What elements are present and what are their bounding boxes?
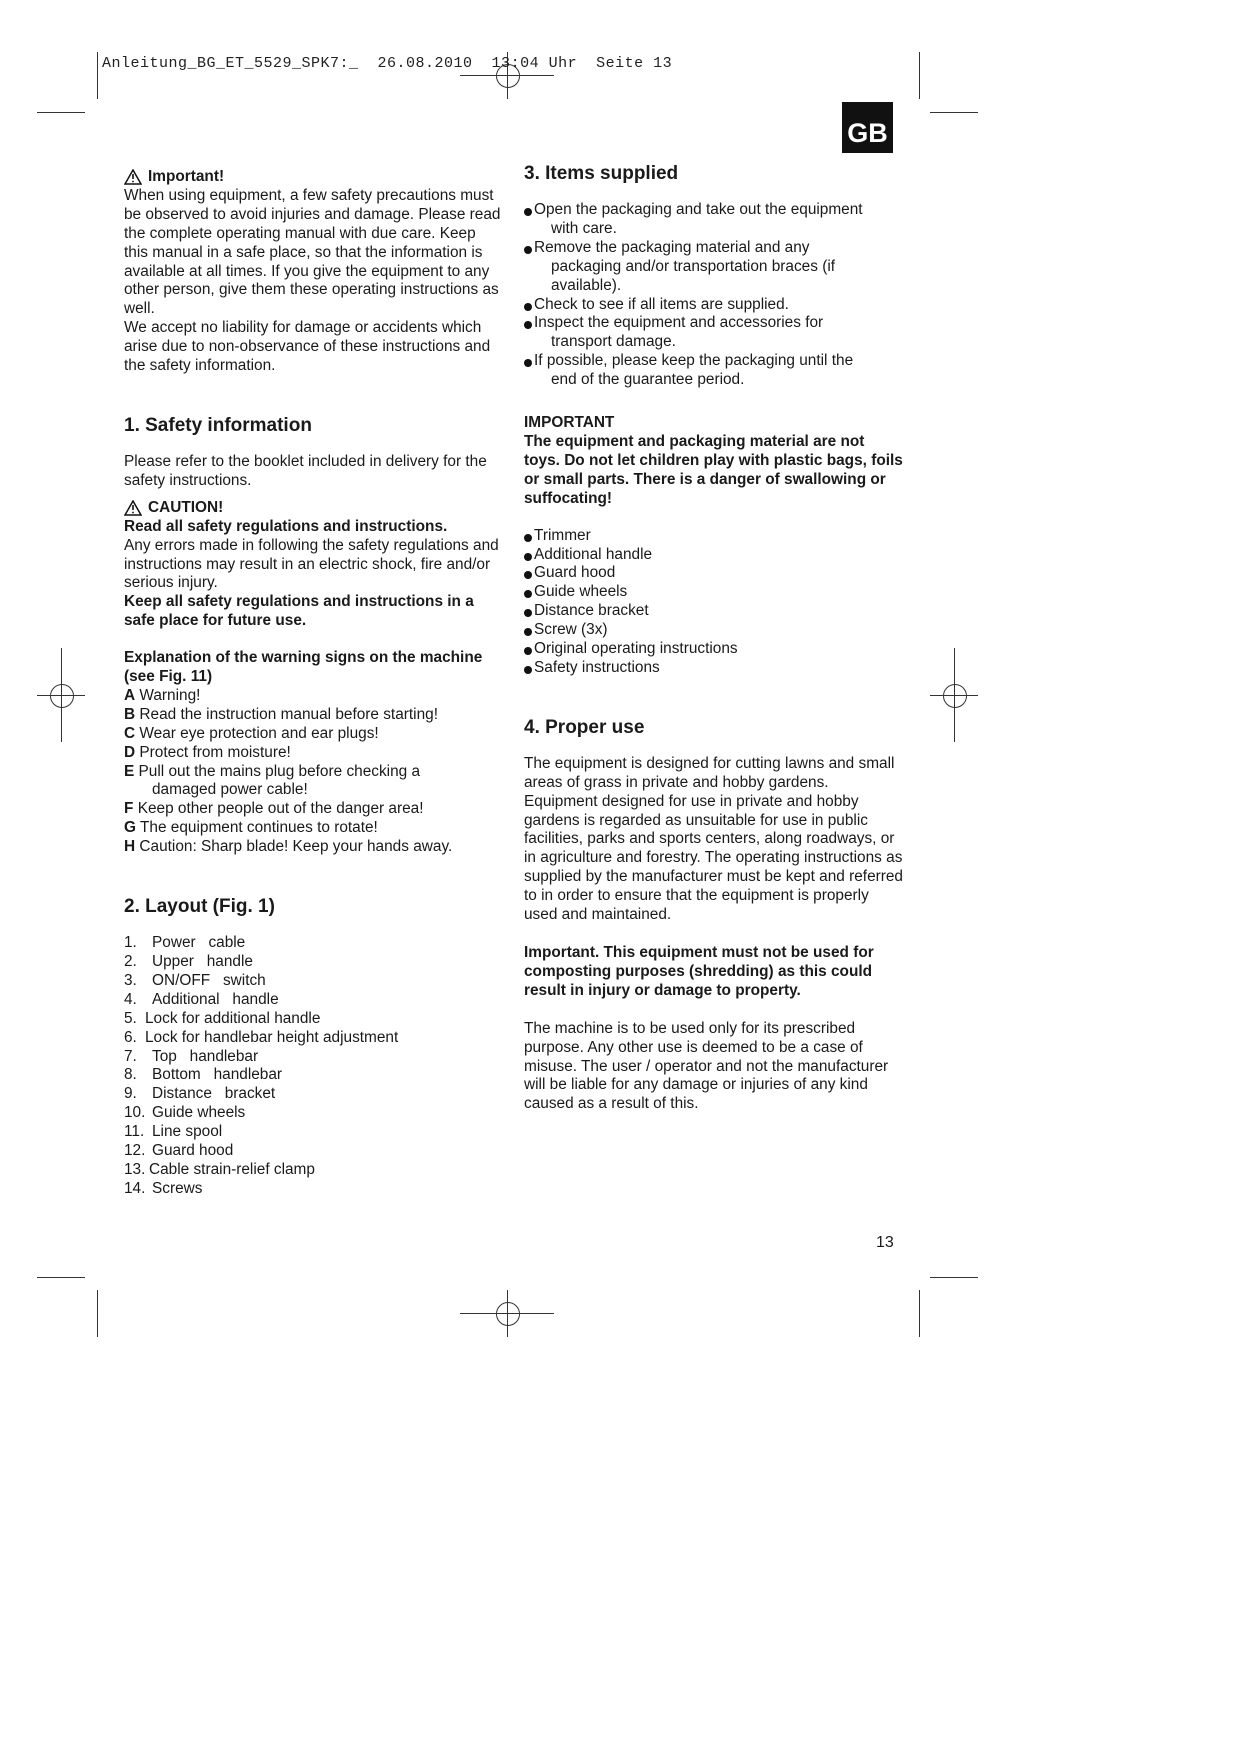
crop-mark — [930, 1277, 978, 1278]
proper-use-text: The equipment is designed for cutting lawns and small areas of grass in private and hobby gardens. Equipment designed for use in private and hobby gardens is regarded as unsuitable for use in public facilities, parks and sports centers, along roadways, or in agriculture and forestry. The operating instructions as supplied by the manufacturer must be kept and referred to in order to ensure that the equipment is properly used and maintained. — [524, 754, 903, 924]
sign-text: Caution: Sharp blade! Keep your hands away. — [139, 838, 453, 856]
important-heading — [124, 168, 502, 187]
crop-mark — [37, 112, 85, 113]
unpacking-step: If possible, please keep the packaging until the end of the guarantee period. — [524, 352, 904, 390]
unpacking-steps — [524, 201, 904, 390]
liability-text: We accept no liability for damage or accidents which arise due to non-observance of these instructions and the safety information. — [124, 319, 491, 375]
sign-text: Wear eye protection and ear plugs! — [139, 724, 379, 742]
sign-text: Warning! — [139, 686, 201, 704]
bullet-icon — [524, 534, 532, 542]
sign-text: Keep other people out of the danger area! — [137, 800, 424, 818]
unpacking-step: Check to see if all items are supplied. — [524, 296, 904, 315]
sign-item — [124, 725, 502, 744]
important-text: When using equipment, a few safety precautions must be observed to avoid injuries and damage. Please read the complete operating manual with due care. Keep this manual in a safe place, so that the information is available at all times. If you give the equipment to any other person, give them these operating instructions as well. — [124, 186, 501, 318]
contents-item: Guard hood — [524, 564, 904, 583]
layout-item: 13. Cable strain-relief clamp — [124, 1160, 315, 1178]
right-column — [524, 162, 904, 1114]
warning-triangle-icon — [124, 169, 142, 185]
page-number: 13 — [876, 1234, 894, 1251]
registration-mark — [943, 684, 967, 708]
bullet-icon — [524, 666, 532, 674]
keep-all-text: Keep all safety regulations and instructions in a safe place for future use. — [124, 593, 474, 630]
sign-item — [124, 800, 502, 819]
sign-text: Pull out the mains plug before checking a — [138, 762, 421, 780]
bullet-icon — [524, 321, 532, 329]
caution-heading-text: CAUTION! — [148, 498, 224, 516]
sign-item — [124, 763, 502, 801]
warning-signs-heading: Explanation of the warning signs on the machine (see Fig. 11) — [124, 649, 483, 686]
sign-item — [124, 744, 502, 763]
layout-item: 1. Power cable — [124, 934, 246, 952]
sign-text-cont: damaged power cable! — [152, 781, 308, 799]
warning-triangle-icon — [124, 500, 142, 516]
sign-letter: C — [124, 724, 136, 742]
sign-text: Read the instruction manual before starting! — [139, 705, 438, 723]
print-header: Anleitung_BG_ET_5529_SPK7:_ 26.08.2010 13:04 Uhr Seite 13 — [102, 55, 673, 72]
bullet-icon — [524, 246, 532, 254]
sign-letter: F — [124, 800, 134, 818]
misuse-text: The machine is to be used only for its prescribed purpose. Any other use is deemed to be a case of misuse. The user / operator and not the manufacturer will be liable for any damage or injuries of any kind caused as a result of this. — [524, 1019, 889, 1113]
bullet-icon — [524, 609, 532, 617]
layout-item: 6. Lock for handlebar height adjustment — [124, 1028, 399, 1046]
errors-text: Any errors made in following the safety regulations and instructions may result in an electric shock, fire and/or serious injury. — [124, 536, 499, 592]
contents-list — [524, 527, 904, 678]
bullet-icon — [524, 303, 532, 311]
caution-heading — [124, 499, 502, 518]
contents-item: Guide wheels — [524, 583, 904, 602]
layout-item: 11. Line spool — [124, 1123, 223, 1141]
layout-item: 9. Distance bracket — [124, 1085, 276, 1103]
sign-text: The equipment continues to rotate! — [139, 819, 378, 837]
sign-letter: B — [124, 705, 136, 723]
unpacking-step: Open the packaging and take out the equipment with care. — [524, 201, 904, 239]
bullet-icon — [524, 359, 532, 367]
unpacking-step: Inspect the equipment and accessories for transport damage. — [524, 314, 904, 352]
safety-intro: Please refer to the booklet included in delivery for the safety instructions. — [124, 452, 487, 489]
unpacking-step: Remove the packaging material and any packaging and/or transportation braces (if available). — [524, 239, 904, 296]
layout-item: 2. Upper handle — [124, 953, 253, 970]
registration-mark — [50, 684, 74, 708]
contents-item: Screw (3x) — [524, 621, 904, 640]
bullet-icon — [524, 208, 532, 216]
warning-signs-list — [124, 687, 502, 857]
sign-letter: A — [124, 686, 136, 704]
registration-mark — [496, 1302, 520, 1326]
bullet-icon — [524, 628, 532, 636]
sign-letter: D — [124, 743, 136, 761]
proper-use-heading: 4. Proper use — [524, 716, 645, 738]
sign-item — [124, 838, 502, 857]
language-badge: GB — [842, 102, 893, 153]
sign-letter: G — [124, 819, 136, 837]
contents-item: Distance bracket — [524, 602, 904, 621]
layout-item: 7. Top handlebar — [124, 1047, 259, 1065]
contents-item: Safety instructions — [524, 659, 904, 678]
crop-mark — [919, 52, 920, 99]
crop-mark — [930, 112, 978, 113]
contents-item: Trimmer — [524, 527, 904, 546]
layout-item: 8. Bottom handlebar — [124, 1066, 283, 1084]
crop-mark — [97, 1290, 98, 1337]
sign-item — [124, 819, 502, 838]
important-heading-text: Important! — [148, 168, 225, 185]
bullet-icon — [524, 571, 532, 579]
items-supplied-heading: 3. Items supplied — [524, 163, 679, 184]
bullet-icon — [524, 553, 532, 561]
crop-mark — [919, 1290, 920, 1337]
contents-item: Additional handle — [524, 546, 904, 565]
sign-letter: H — [124, 838, 136, 856]
composting-warning: Important. This equipment must not be used for composting purposes (shredding) as this could result in injury or damage to property. — [524, 944, 874, 999]
left-column — [124, 168, 502, 1199]
sign-letter: E — [124, 762, 135, 780]
layout-heading: 2. Layout (Fig. 1) — [124, 896, 275, 918]
layout-item: 5. Lock for additional handle — [124, 1009, 321, 1027]
layout-item: 4. Additional handle — [124, 990, 279, 1008]
crop-mark — [97, 52, 98, 99]
sign-text: Protect from moisture! — [139, 743, 291, 761]
important-warning: The equipment and packaging material are not toys. Do not let children play with plastic bags, foils or small parts. There is a danger of swallowing or suffocating! — [524, 432, 903, 507]
contents-item: Original operating instructions — [524, 640, 904, 659]
layout-item: 14. Screws — [124, 1179, 203, 1197]
important-label: IMPORTANT — [524, 414, 615, 432]
bullet-icon — [524, 647, 532, 655]
crop-mark — [37, 1277, 85, 1278]
bullet-icon — [524, 590, 532, 598]
sign-item — [124, 687, 502, 706]
layout-item: 12. Guard hood — [124, 1142, 234, 1160]
sign-item — [124, 706, 502, 725]
layout-item: 10. Guide wheels — [124, 1104, 246, 1122]
layout-item: 3. ON/OFF switch — [124, 971, 266, 989]
safety-heading: 1. Safety information — [124, 414, 312, 436]
layout-list — [124, 934, 502, 1199]
read-all-text: Read all safety regulations and instructions. — [124, 517, 448, 535]
